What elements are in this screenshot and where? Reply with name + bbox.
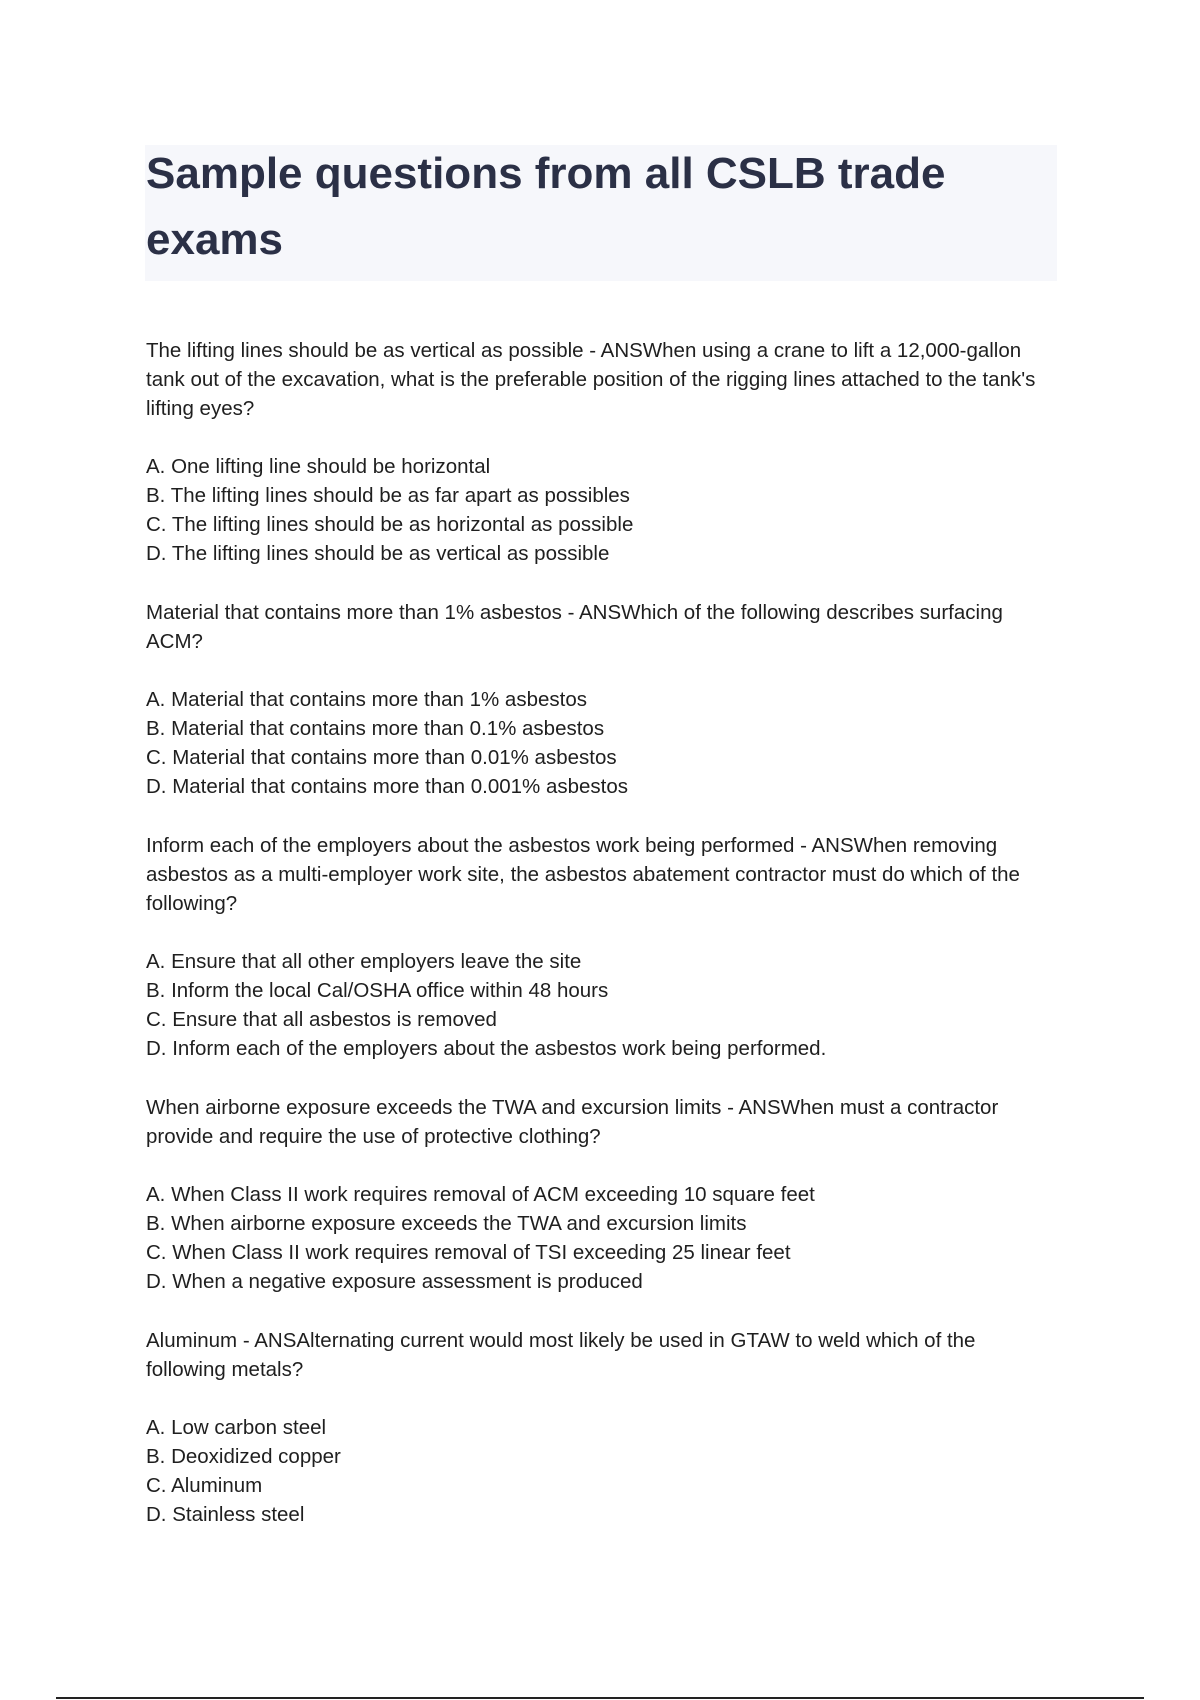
answer-option: B. Deoxidized copper bbox=[146, 1445, 341, 1468]
answer-options bbox=[146, 947, 1046, 1063]
question-stem: Material that contains more than 1% asbestos - ANSWhich of the following describes surfacing ACM? bbox=[146, 601, 1003, 653]
footer-divider bbox=[56, 1697, 1144, 1699]
question-block bbox=[146, 1093, 1046, 1296]
question-block bbox=[146, 831, 1046, 1063]
answer-option: A. Low carbon steel bbox=[146, 1416, 327, 1439]
question-stem: When airborne exposure exceeds the TWA and excursion limits - ANSWhen must a contractor provide and require the use of protective clothing? bbox=[146, 1096, 999, 1148]
answer-options bbox=[146, 1413, 1046, 1529]
answer-option: A. When Class II work requires removal of ACM exceeding 10 square feet bbox=[146, 1183, 815, 1206]
question-block bbox=[146, 598, 1046, 801]
answer-option: A. One lifting line should be horizontal bbox=[146, 455, 491, 478]
answer-option: C. When Class II work requires removal of TSI exceeding 25 linear feet bbox=[146, 1241, 791, 1264]
answer-option: C. Material that contains more than 0.01% asbestos bbox=[146, 746, 617, 769]
answer-option: C. Ensure that all asbestos is removed bbox=[146, 1008, 497, 1031]
answer-option: D. Stainless steel bbox=[146, 1503, 305, 1526]
answer-option: A. Ensure that all other employers leave the site bbox=[146, 950, 582, 973]
answer-option: D. Material that contains more than 0.001% asbestos bbox=[146, 775, 629, 798]
answer-option: B. Material that contains more than 0.1% asbestos bbox=[146, 717, 605, 740]
answer-option: C. Aluminum bbox=[146, 1474, 263, 1497]
question-stem: The lifting lines should be as vertical as possible - ANSWhen using a crane to lift a 12,000-gallon tank out of the excavation, what is the preferable position of the rigging lines attached to the tank's lifting eyes? bbox=[146, 339, 1036, 420]
answer-option: C. The lifting lines should be as horizontal as possible bbox=[146, 513, 634, 536]
answer-options bbox=[146, 685, 1046, 801]
question-stem: Inform each of the employers about the asbestos work being performed - ANSWhen removing asbestos as a multi-employer work site, the asbestos abatement contractor must do which of the following? bbox=[146, 834, 1020, 915]
question-block bbox=[146, 1326, 1046, 1529]
answer-option: B. When airborne exposure exceeds the TWA and excursion limits bbox=[146, 1212, 747, 1235]
question-block bbox=[146, 336, 1046, 568]
answer-options bbox=[146, 452, 1046, 568]
answer-option: D. When a negative exposure assessment is produced bbox=[146, 1270, 643, 1293]
question-stem: Aluminum - ANSAlternating current would most likely be used in GTAW to weld which of the following metals? bbox=[146, 1329, 976, 1381]
answer-option: B. The lifting lines should be as far apart as possibles bbox=[146, 484, 630, 507]
answer-option: D. Inform each of the employers about the asbestos work being performed. bbox=[146, 1037, 827, 1060]
answer-option: B. Inform the local Cal/OSHA office within 48 hours bbox=[146, 979, 609, 1002]
question-list bbox=[146, 336, 1046, 1559]
answer-option: A. Material that contains more than 1% asbestos bbox=[146, 688, 587, 711]
page-title: Sample questions from all CSLB trade exams bbox=[146, 149, 946, 264]
answer-option: D. The lifting lines should be as vertical as possible bbox=[146, 542, 610, 565]
answer-options bbox=[146, 1180, 1046, 1296]
